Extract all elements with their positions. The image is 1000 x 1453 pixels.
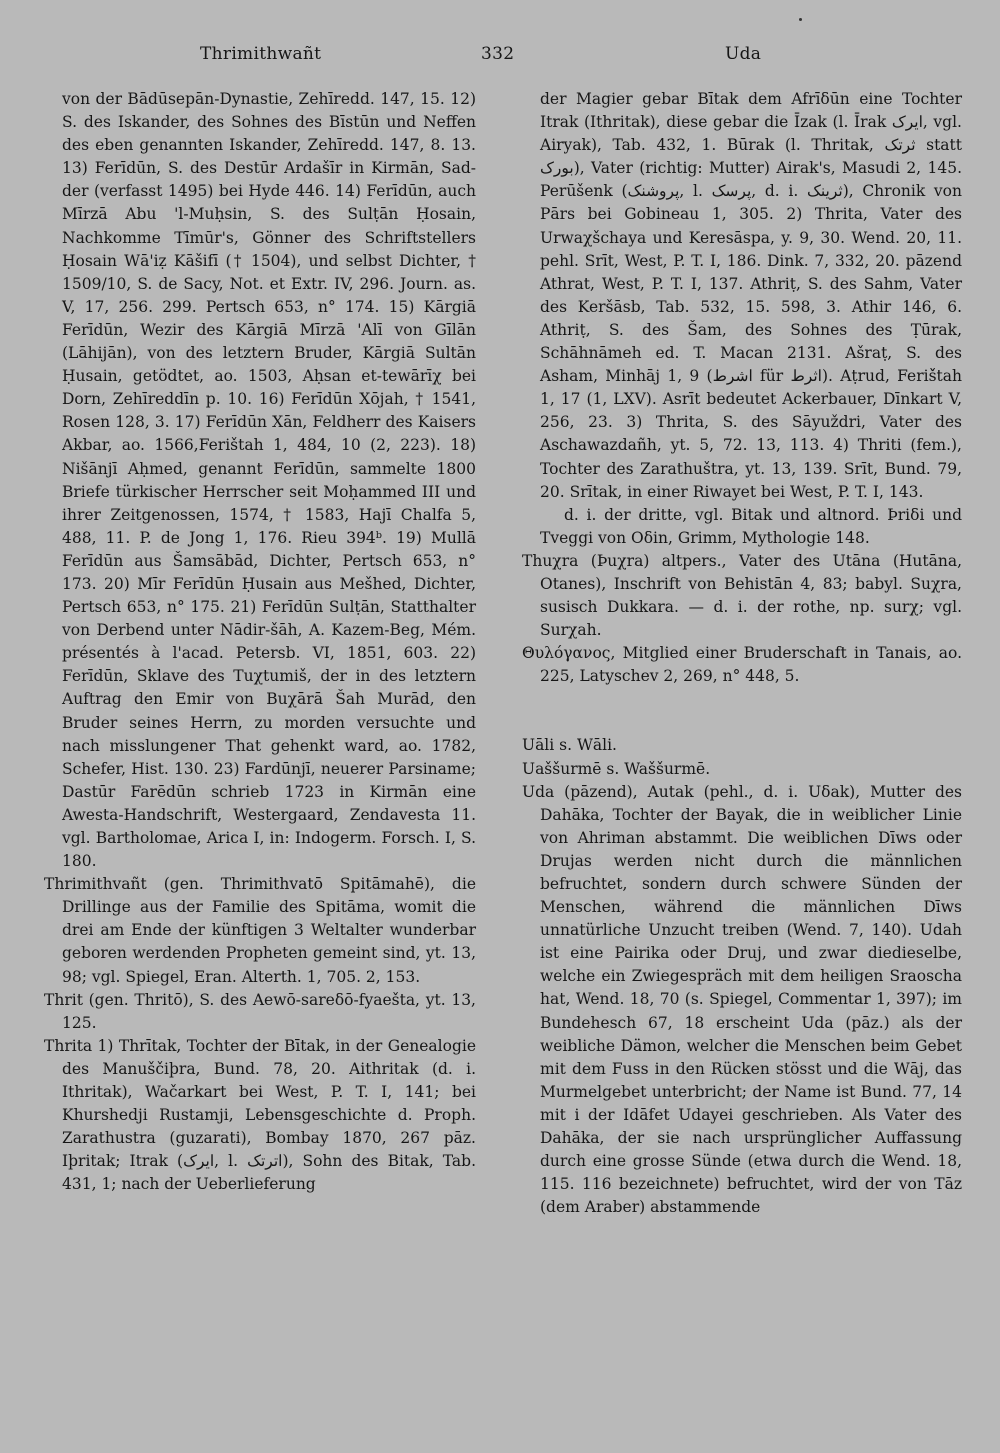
entry-continuation-right: der Magier gebar Bītak dem Afrīδūn eine Tochter Itrak (Ithritak), diese gebar die Īzak (l. Īrak ایرک, vgl. Airyak), Tab. 432, 1. Būrak (l. Thritak, ثرتک statt بورک), Vater (richtig: Mutter) Airak's, Masudi 2, 145. Perūšenk (پروشنک, l. پرسک, d. i. ثرینک), Chronik von Pārs bei Gobineau 1, 305. 2) Thrita, Vater des Urwaχšchaya und Keresāspa, y. 9, 30. Wend. 20, 11. pehl. Srīt, West, P. T. I, 186. Dink. 7, 332, 20. pāzend Athrat, West, P. T. I, 137. Athriṭ, S. des Sahm, Vater des Keršāsb, Tab. 532, 15. 598, 3. Athir 146, 6. Athriṭ, S. des Šam, des Sohnes des Ṭūrak, Schāhnāmeh ed. T. Macan 2131. Ašraṭ, S. des Asham, Minhāj 1, 9 (اشرط für اثرط). Aṭrud, Feriš̌tah 1, 17 (1, LXV). Asrīt bedeutet Ackerbauer, Dīnkart V, 256, 23. 3) Thrita, S. des Sāyuždri, Vater des Aschawazdañh, yt. 5, 72. 13, 113. 4) Thriti (fem.), Tochter des Zarathuštra, yt. 13, 139. Srīt, Bund. 79, 20. Srītak, in einer Riwayet bei West, P. T. I, 143.	[540, 90, 962, 501]
column-gap	[522, 688, 962, 734]
entry-thyloganos: Θυλόγανος, Mitglied einer Bruderschaft in Tanais, ao. 225, Latyschev 2, 269, n° 448, 5.	[522, 644, 962, 686]
entry-thrimithvant: Thrimithvañt (gen. Thrimithvatō Spitāmahē), die Drillinge aus der Familie des Spitāma, womit die drei am Ende der künftigen 3 Weltalter wunderbar geboren werdenden Propheten gemeint sind, yt. 13, 98; vgl. Spiegel, Eran. Alterth. 1, 705. 2, 153.	[44, 875, 476, 986]
entry-continuation-note: d. i. der dritte, vgl. Bitak und altnord. Þriδi und Tveggi von Oδin, Grimm, Mythologie 148.	[540, 505, 962, 547]
page-number: 332	[481, 44, 515, 64]
header-right-word: Uda	[725, 44, 762, 64]
running-head	[0, 44, 1000, 70]
header-left-word: Thrimithwañt	[200, 44, 322, 64]
ink-speck	[799, 18, 802, 21]
left-column	[44, 88, 476, 1197]
right-column	[522, 88, 962, 1219]
entry-thuxra: Thuχra (Þuχra) altpers., Vater des Utāna (Hutāna, Otanes), Inschrift von Behistān 4, 83; babyl. Suχra, susisch Dukkara. — d. i. der rothe, np. surχ; vgl. Surχah.	[522, 551, 962, 640]
entry-uassurme: Uaššurmē s. Waššurmē.	[522, 759, 711, 778]
entry-uali: Uāli s. Wāli.	[522, 736, 617, 755]
entry-thrita: Thrita 1) Thrītak, Tochter der Bītak, in der Genealogie des Manuščiþra, Bund. 78, 20. Aithritak (d. i. Ithritak), Wačarkart bei West, P. T. I, 141; bei Khurshedji Rustamji, Lebensgeschichte d. Proph. Zarathustra (guzarati), Bombay 1870, 267 pāz. Iþritak; Itrak (ایرک, l. اترتک), Sohn des Bitak, Tab. 431, 1; nach der Ueberlieferung	[44, 1036, 477, 1194]
entry-thrit: Thrit (gen. Thritō), S. des Aewō-sareδō-fyaešta, yt. 13, 125.	[44, 990, 476, 1032]
entry-continuation: von der Bādūsepān-Dynastie, Zehīredd. 147, 15. 12) S. des Iskander, des Sohnes des Bīstūn und Neffen des eben genannten Iskander, Zehīredd. 147, 8. 13. 13) Ferīdūn, S. des Destūr Ardašīr in Kirmān, Sad-der (verfasst 1495) bei Hyde 446. 14) Ferīdūn, auch Mīrzā Abu 'l-Muḥsin, S. des Sulṭān Ḥosain, Nachkomme Tīmūr's, Gönner des Schriftstellers Ḥosain Wā'iẓ Kāšifī († 1504), und selbst Dichter, † 1509/10, S. de Sacy, Not. et Extr. IV, 296. Journ. as. V, 17, 256. 299. Pertsch 653, n° 174. 15) Kārgiā Ferīdūn, Wezir des Kārgiā Mīrzā 'Alī von Gīlān (Lāhijān), von des letztern Bruder, Kārgiā Sultān Ḥusain, getödtet, ao. 1503, Aḥsan et-tewārīχ bei Dorn, Zehīreddīn p. 10. 16) Ferīdūn Xōjah, † 1541, Rosen 128, 3. 17) Ferīdūn Xān, Feldherr des Kaisers Akbar, ao. 1566,Ferištah 1, 484, 10 (2, 223). 18) Nišānjī Aḥmed, genannt Ferīdūn, sammelte 1800 Briefe türkischer Herrscher seit Moḥammed III und ihrer Zeitgenossen, 1574, † 1583, Hajī Chalfa 5, 488, 11. P. de Jong 1, 176. Rieu 394ᵇ. 19) Mullā Ferīdūn aus Šamsābād, Dichter, Pertsch 653, n° 173. 20) Mīr Ferīdūn Ḥusain aus Mešhed, Dichter, Pertsch 653, n° 175. 21) Ferīdūn Sulṭān, Statthalter von Derbend unter Nādir-šāh, A. Kazem-Beg, Mém. présentés à l'acad. Petersb. VI, 1851, 603. 22) Ferīdūn, Sklave des Tuχtumiš, der in des letztern Auftrag den Emir von Buχārā Šah Murād, den Bruder seines Herrn, zu morden versuchte und nach misslungener That gehenkt ward, ao. 1782, Schefer, Hist. 130. 23) Fardūnjī, neuerer Parsiname; Dastūr Farēdūn schrieb 1723 in Kirmān eine Awesta-Handschrift, Westergaard, Zendavesta 11. vgl. Bartholomae, Arica I, in: Indogerm. Forsch. I, S. 180.	[62, 90, 476, 871]
entry-uda: Uda (pāzend), Autak (pehl., d. i. Uδak), Mutter des Dahāka, Tochter der Bayak, die in weiblicher Linie von Ahriman abstammt. Die weiblichen Dīws oder Drujas werden nicht durch die männlichen befruchtet, sondern durch schwere Sünden der Menschen, während die männlichen Dīws unnatürliche Unzucht treiben (Wend. 7, 140). Udah ist eine Pairika oder Druj, und zwar diedieselbe, welche ein Zwiegespräch mit dem heiligen Sraoscha hat, Wend. 18, 70 (s. Spiegel, Commentar 1, 397); im Bundehesch 67, 18 erscheint Uda (pāz.) als der weibliche Dämon, welcher die Menschen beim Gebet mit dem Fuss in den Rücken stösst und die Wāj, das Murmelgebet unterbricht; der Name ist Bund. 77, 14 mit i der Idāfet Udayei geschrieben. Als Vater des Dahāka, der sie nach ursprünglicher Auffassung durch eine grosse Sünde (etwa durch die Wend. 18, 115. 116 bezeichnete) befruchtet, wird der von Tāz (dem Araber) abstammende	[522, 782, 962, 1217]
